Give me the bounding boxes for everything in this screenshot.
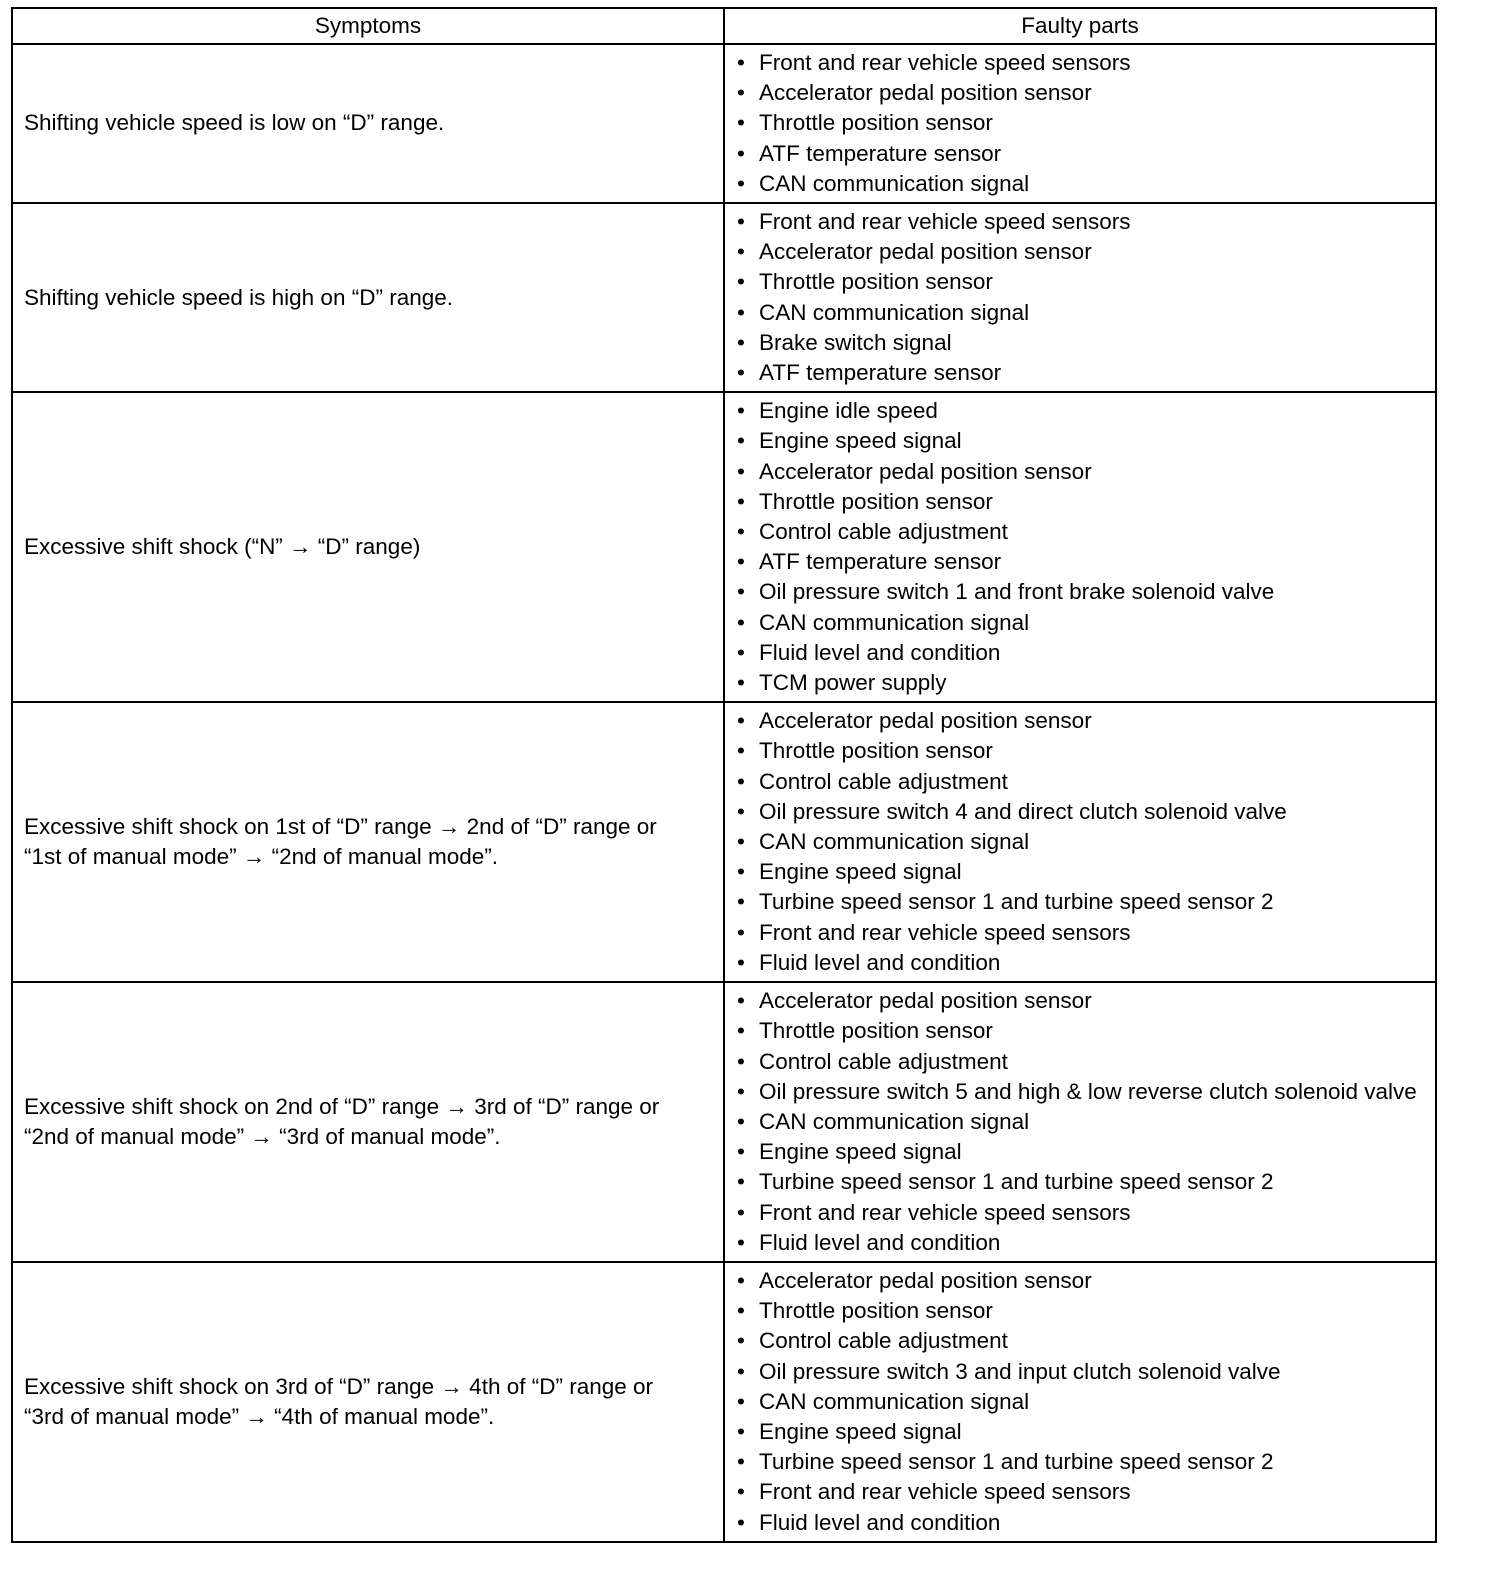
symptom-text: Excessive shift shock (“N” → “D” range) [24,534,421,560]
symptom-cell [12,44,724,203]
faulty-part-item: • Engine idle speed [735,396,1427,426]
faulty-part-item: • ATF temperature sensor [735,547,1427,577]
faulty-part-item: • Accelerator pedal position sensor [735,78,1427,108]
faulty-part-item: • Accelerator pedal position sensor [735,986,1427,1016]
faulty-part-item: • CAN communication signal [735,169,1427,199]
faulty-part-item: • Front and rear vehicle speed sensors [735,48,1427,78]
symptom-text: “1st of manual mode” → “2nd of manual mode”. [24,844,498,870]
table-row [12,702,1436,982]
table-row [12,982,1436,1262]
symptom-text: Excessive shift shock on 2nd of “D” range → 3rd of “D” range or [24,1093,660,1119]
symptom-text: “3rd of manual mode” → “4th of manual mode”. [24,1403,495,1429]
faulty-part-item: • Turbine speed sensor 1 and turbine speed sensor 2 [735,1167,1427,1197]
faulty-part-item: • Accelerator pedal position sensor [735,1266,1427,1296]
faulty-part-item: • Control cable adjustment [735,1047,1427,1077]
faulty-parts-cell [724,44,1436,203]
faulty-parts-list [735,986,1427,1258]
faulty-part-item: • Oil pressure switch 3 and input clutch solenoid valve [735,1357,1427,1387]
faulty-part-item: • Front and rear vehicle speed sensors [735,1477,1427,1507]
table-row [12,203,1436,392]
faulty-parts-list [735,1266,1427,1538]
faulty-parts-cell [724,203,1436,392]
faulty-parts-list [735,207,1427,388]
faulty-part-item: • Engine speed signal [735,1137,1427,1167]
faulty-parts-list [735,396,1427,698]
faulty-part-item: • Fluid level and condition [735,1228,1427,1258]
symptoms-faulty-parts-table [11,7,1437,1543]
faulty-part-item: • Throttle position sensor [735,736,1427,766]
faulty-part-item: • Control cable adjustment [735,1326,1427,1356]
symptom-cell [12,392,724,702]
symptom-text: “2nd of manual mode” → “3rd of manual mode”. [24,1124,501,1149]
faulty-parts-cell [724,392,1436,702]
faulty-part-item: • Throttle position sensor [735,108,1427,138]
faulty-part-item: • CAN communication signal [735,1107,1427,1137]
faulty-part-item: • Front and rear vehicle speed sensors [735,1198,1427,1228]
faulty-part-item: • Throttle position sensor [735,1016,1427,1046]
faulty-parts-list [735,706,1427,978]
faulty-part-item: • Oil pressure switch 4 and direct clutch solenoid valve [735,797,1427,827]
table-header-row [12,8,1436,44]
faulty-part-item: • Throttle position sensor [735,1296,1427,1326]
faulty-parts-cell [724,702,1436,982]
faulty-part-item: • Engine speed signal [735,857,1427,887]
faulty-part-item: • CAN communication signal [735,1387,1427,1417]
faulty-part-item: • Engine speed signal [735,426,1427,456]
faulty-part-item: • Front and rear vehicle speed sensors [735,918,1427,948]
faulty-part-item: • Oil pressure switch 5 and high & low reverse clutch solenoid valve [735,1077,1427,1107]
symptom-text: Shifting vehicle speed is high on “D” range. [24,284,453,310]
header-symptoms: Symptoms [12,8,724,44]
faulty-parts-list [735,48,1427,199]
symptom-text: Shifting vehicle speed is low on “D” range. [24,110,445,136]
symptom-text: Excessive shift shock on 1st of “D” range → 2nd of “D” range or [24,813,657,839]
faulty-part-item: • Accelerator pedal position sensor [735,457,1427,487]
faulty-part-item: • Accelerator pedal position sensor [735,237,1427,267]
faulty-part-item: • Control cable adjustment [735,767,1427,797]
faulty-part-item: • Fluid level and condition [735,638,1427,668]
symptom-cell [12,203,724,392]
faulty-part-item: • CAN communication signal [735,827,1427,857]
symptom-cell [12,1262,724,1542]
faulty-part-item: • Accelerator pedal position sensor [735,706,1427,736]
table-row [12,1262,1436,1542]
symptom-cell [12,982,724,1262]
faulty-part-item: • Turbine speed sensor 1 and turbine speed sensor 2 [735,887,1427,917]
faulty-part-item: • Control cable adjustment [735,517,1427,547]
faulty-part-item: • Oil pressure switch 1 and front brake solenoid valve [735,577,1427,607]
faulty-part-item: • Front and rear vehicle speed sensors [735,207,1427,237]
faulty-part-item: • Brake switch signal [735,328,1427,358]
faulty-part-item: • Throttle position sensor [735,487,1427,517]
faulty-part-item: • Engine speed signal [735,1417,1427,1447]
faulty-part-item: • Throttle position sensor [735,267,1427,297]
symptom-text: Excessive shift shock on 3rd of “D” range → 4th of “D” range or [24,1373,654,1399]
symptom-cell [12,702,724,982]
faulty-part-item: • ATF temperature sensor [735,139,1427,169]
faulty-part-item: • CAN communication signal [735,298,1427,328]
header-faulty-parts: Faulty parts [724,8,1436,44]
faulty-part-item: • ATF temperature sensor [735,358,1427,388]
faulty-part-item: • Fluid level and condition [735,1508,1427,1538]
faulty-part-item: • TCM power supply [735,668,1427,698]
table-row [12,392,1436,702]
faulty-part-item: • Fluid level and condition [735,948,1427,978]
faulty-part-item: • CAN communication signal [735,608,1427,638]
faulty-parts-cell [724,982,1436,1262]
table-row [12,44,1436,203]
faulty-parts-cell [724,1262,1436,1542]
faulty-part-item: • Turbine speed sensor 1 and turbine speed sensor 2 [735,1447,1427,1477]
